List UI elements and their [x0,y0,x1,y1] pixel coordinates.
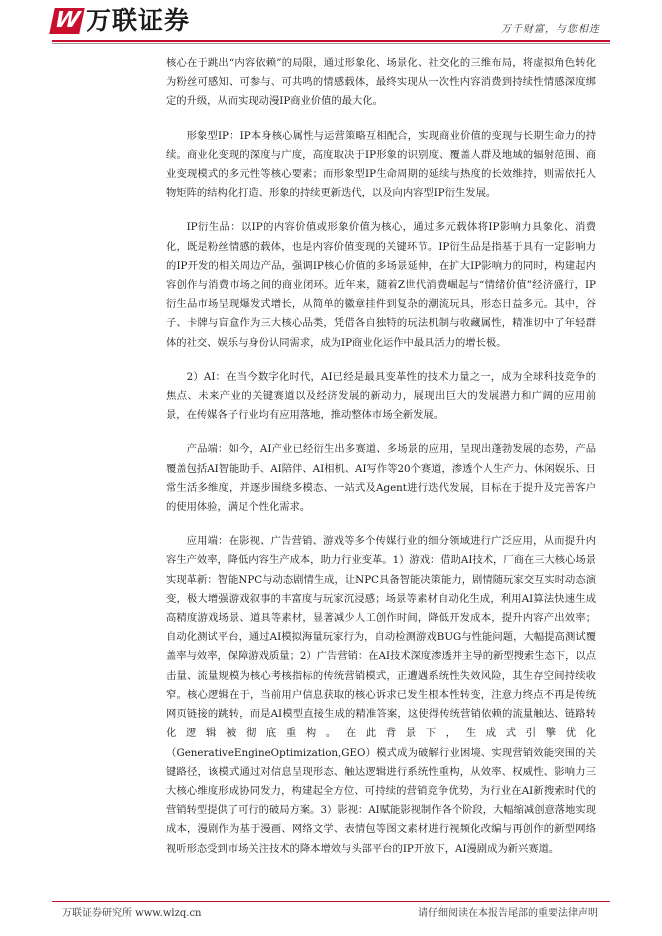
footer-source: 万联证券研究所 www.wlzq.cn [62,908,202,919]
body-paragraph: 产品端：如今，AI产业已经衍生出多赛道、多场景的应用，呈现出蓬勃发展的态势，产品覆盖包括AI智能助手、AI陪伴、AI相机、AI写作等20个赛道，渗透个人生产力、休闲娱乐、日常生活多维度，并逐步围绕多模态、一站式及Agent进行迭代发展，目标在于提升及完善客户的使用体验，满足个性化需求。 [166,443,596,514]
body-paragraph: 核心在于跳出“内容依赖”的局限，通过形象化、场景化、社交化的三维布局，将虚拟角色转化为粉丝可感知、可参与、可共鸣的情感载体，最终实现从一次性内容消费到持续性情感深度绑定的升级，从而实现动漫IP商业价值的最大化。 [166,57,596,108]
report-body [166,54,596,874]
company-logo-mark: W [49,8,85,34]
page-header [0,0,662,44]
body-paragraph: 应用端：在影视、广告营销、游戏等多个传媒行业的细分领域进行广泛应用，从而提升内容生产效率，降低内容生产成本，助力行业变革。1）游戏：借助AI技术，厂商在三大核心场景实现革新：智能NPC与动态剧情生成，让NPC具备智能决策能力，剧情随玩家交互实时动态演变，极大增强游戏叙事的丰富度与玩家沉浸感；场景等素材自动化生成，利用AI算法快速生成高精度游戏场景、道具等素材，显著减少人工创作时间，降低开发成本，提升内容产出效率；自动化测试平台，通过AI模拟海量玩家行为，自动检测游戏BUG与性能问题，大幅提高测试覆盖率与效率，保障游戏质量；2）广告营销：在AI技术深度渗透并主导的新型搜索生态下，以点击量、流量规模为核心考核指标的传统营销模式，正遭遇系统性失效风险，其生存空间持续收窄。核心逻辑在于，当前用户信息获取的核心诉求已发生根本性转变，注意力终点不再是传统网页链接的跳转，而是AI模型直接生成的精准答案，这使得传统营销依赖的流量触达、链路转化逻辑被彻底重构。在此背景下，生成式引擎优化（GenerativeEngineOptimization,GEO）模式成为破解行业困境、实现营销效能突围的关键路径，该模式通过对信息呈现形态、触达逻辑进行系统性重构，从效率、权威性、影响力三大核心维度形成协同发力，构建起全方位、可持续的营销竞争优势，为行业在AI新搜索时代的营销转型提供了可行的破局方案。3）影视：AI赋能影视制作各个阶段，大幅缩减创意落地实现成本，漫剧作为基于漫画、网络文学、表情包等图文素材进行视频化改编与再创作的新型网络视听形态受到市场关注技术的降本增效与头部平台的IP开放下，AI漫剧成为新兴赛道。 [166,535,596,855]
body-paragraph: IP衍生品：以IP的内容价值或形象价值为核心，通过多元载体将IP影响力具象化、消费化，既是粉丝情感的载体，也是内容价值变现的关键环节。IP衍生品是指基于具有一定影响力的IP开发的相关周边产品，强调IP核心价值的多场景延伸，在扩大IP影响力的同时，构建起内容创作与消费市场之间的商业闭环。近年来，随着Z世代消费崛起与“情绪价值”经济盛行，IP衍生品市场呈现爆发式增长，从简单的徽章挂件到复杂的潮流玩具，形态日益多元。其中，谷子、卡牌与盲盒作为三大核心品类，凭借各自独特的玩法机制与收藏属性，精准切中了年轻群体的社交、娱乐与身份认同需求，成为IP商业化运作中最具活力的增长极。 [166,221,596,349]
body-paragraph: 2）AI：在当今数字化时代，AI已经是最具变革性的技术力量之一，成为全球科技竞争的焦点、未来产业的关键赛道以及经济发展的新动力，展现出巨大的发展潜力和广阔的应用前景，在传媒各子行业均有应用落地，推动整体市场全新发展。 [166,370,596,422]
company-logo-text: 万联证券 [86,6,191,35]
footer-disclaimer: 请仔细阅读在本报告尾部的重要法律声明 [418,908,598,919]
header-divider-thin [52,43,610,44]
header-slogan: 万千财富，与您相连 [501,24,600,35]
footer-divider [52,901,610,902]
header-divider [52,40,610,42]
body-paragraph: 形象型IP：IP本身核心属性与运营策略互相配合，实现商业价值的变现与长期生命力的持续。商业化变现的深度与广度，高度取决于IP形象的识别度、覆盖人群及地域的辐射范围、商业变现模式的多元性等核心要素；而形象型IP生命周期的延续与热度的长效维持，则需依托人物矩阵的结构化打造、形象的持续更新迭代，以及向内容型IP衍生发展。 [166,129,596,200]
